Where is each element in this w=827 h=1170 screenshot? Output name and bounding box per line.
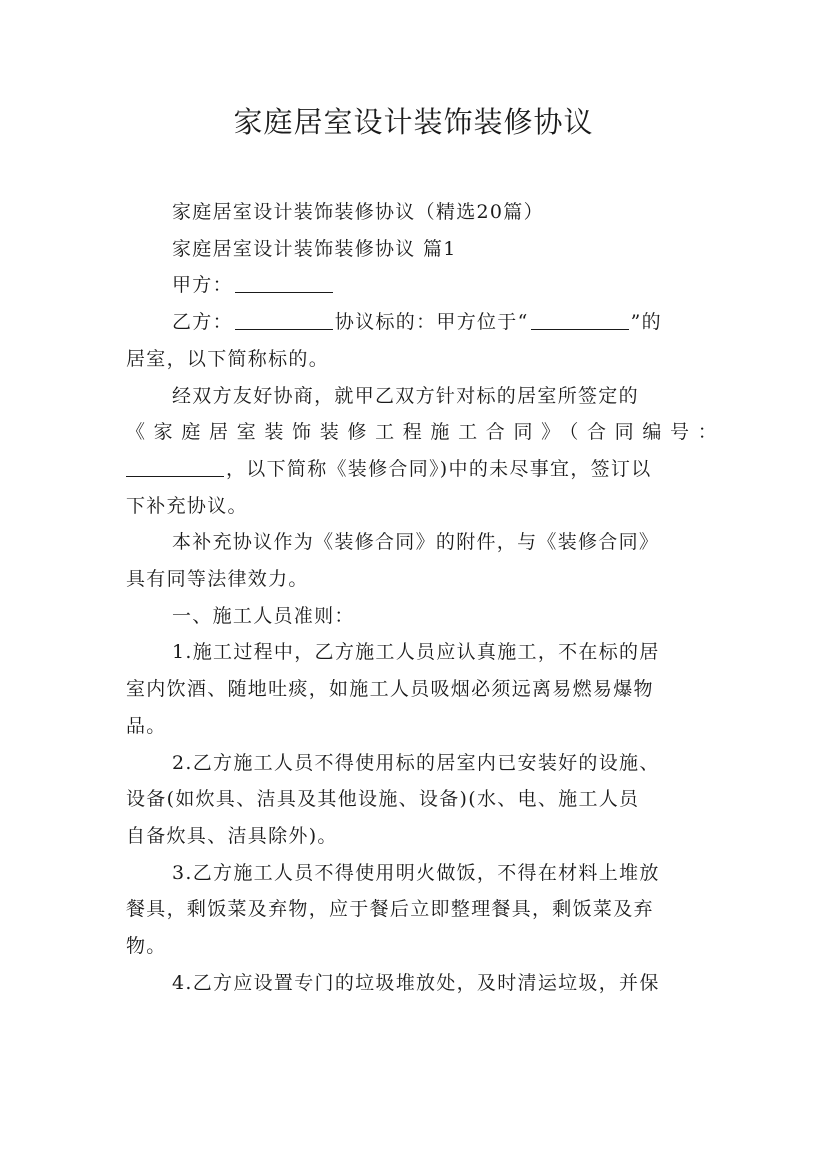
party-a-blank xyxy=(235,274,333,293)
clause-line: 3.乙方施工人员不得使用明火做饭，不得在材料上堆放 xyxy=(172,861,660,884)
contract-number-line xyxy=(126,451,718,488)
clause-line: 1.施工过程中，乙方施工人员应认真施工，不在标的居 xyxy=(172,641,660,664)
party-a-label: 甲方： xyxy=(172,274,233,297)
document-title: 家庭居室设计装饰装修协议 xyxy=(233,105,594,139)
clause-line: 物。 xyxy=(126,935,167,958)
clause-line: 室内饮酒、随地吐痰，如施工人员吸烟必须远离易燃易爆物 xyxy=(126,678,654,701)
paragraph-line: 居室，以下简称标的。 xyxy=(126,347,330,370)
party-b-label: 乙方： xyxy=(172,311,233,334)
contract-number-blank xyxy=(126,458,224,477)
clause-line: 自备炊具、洁具除外)。 xyxy=(126,824,338,847)
subject-address-blank xyxy=(531,311,629,330)
document-body xyxy=(126,194,718,1001)
clause-line: 4.乙方应设置专门的垃圾堆放处，及时清运垃圾，并保 xyxy=(172,971,660,994)
clause-line: 品。 xyxy=(126,714,167,737)
clause-line: 设备(如炊具、洁具及其他设施、设备)(水、电、施工人员 xyxy=(126,788,640,811)
subtitle-line: 家庭居室设计装饰装修协议（精选20篇） xyxy=(172,201,544,223)
clause-line: 2.乙方施工人员不得使用标的居室内已安装好的设施、 xyxy=(172,751,660,774)
section-heading: 家庭居室设计装饰装修协议 篇1 xyxy=(172,237,457,260)
paragraph-line: 经双方友好协商，就甲乙双方针对标的居室所签定的 xyxy=(172,384,639,407)
paragraph-line: 《家庭居室装饰装修工程施工合同》（合同编号： xyxy=(126,421,718,444)
clause-line: 餐具，剩饭菜及弃物，应于餐后立即整理餐具，剩饭菜及弃 xyxy=(126,898,654,921)
paragraph-line: 下补充协议。 xyxy=(126,494,248,517)
party-b-line xyxy=(126,304,718,341)
party-b-blank xyxy=(235,311,333,330)
contract-number-suffix: ，以下简称《装修合同》)中的未尽事宜，签订以 xyxy=(226,457,652,480)
subject-suffix: ”的 xyxy=(630,311,662,334)
paragraph-line: 本补充协议作为《装修合同》的附件，与《装修合同》 xyxy=(172,531,660,554)
subject-label: 协议标的：甲方位于“ xyxy=(334,311,529,334)
section-heading: 一、施工人员准则： xyxy=(172,604,355,627)
paragraph-line: 具有同等法律效力。 xyxy=(126,568,309,591)
party-a-line xyxy=(126,267,718,304)
